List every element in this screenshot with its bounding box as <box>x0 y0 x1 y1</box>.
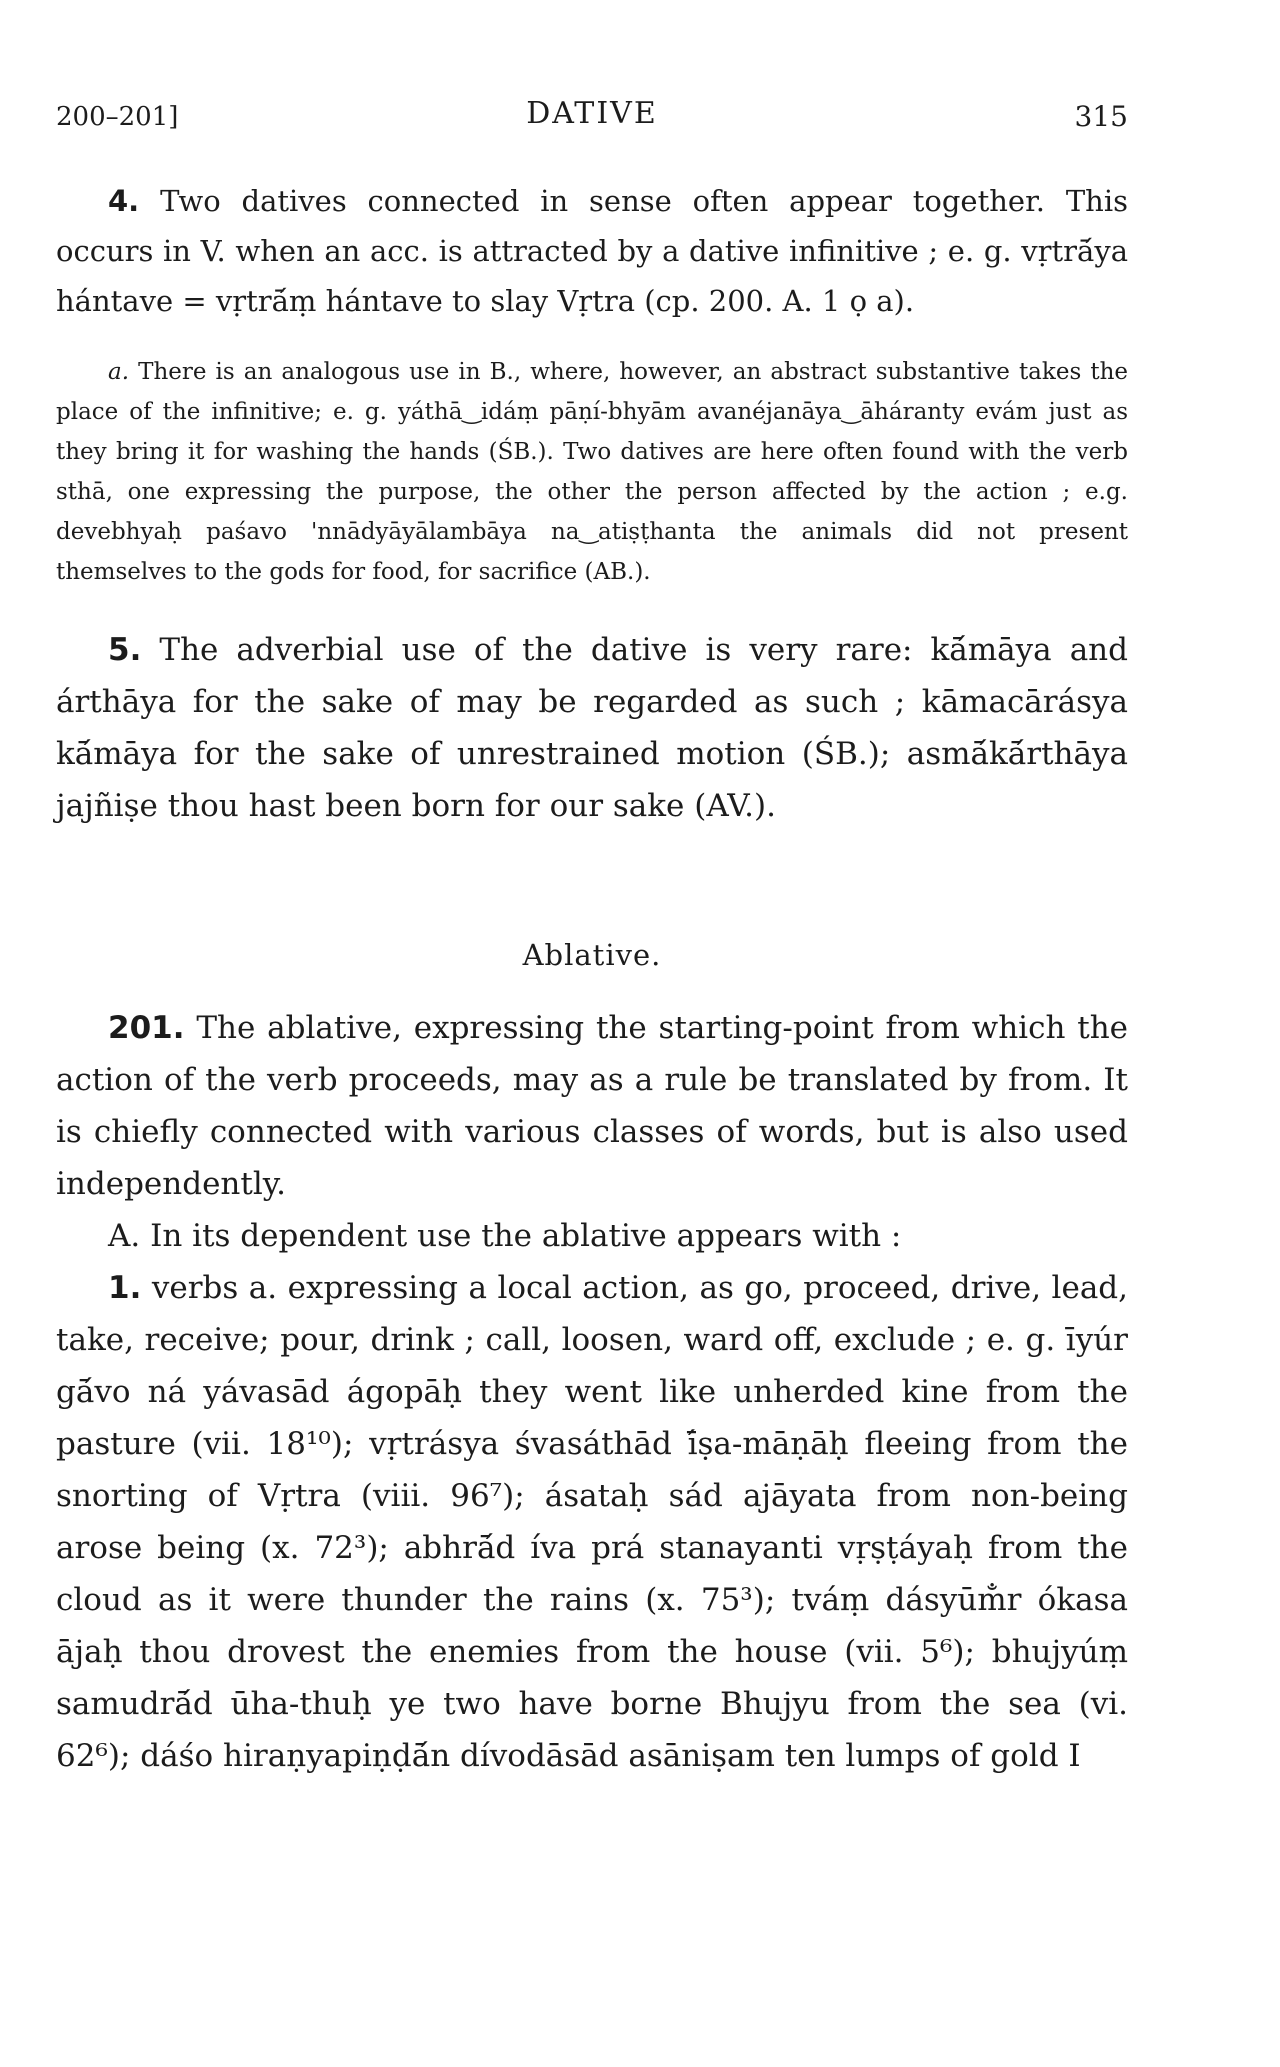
paragraph-text: Two datives connected in sense often appear together. This occurs in V. when an acc. is attracted by a dative infinitive ; e. g. vṛtrā́ya hántave = vṛtrā́ṃ hántave to slay Vṛtra (cp. 200. A. 1 ọ a). <box>56 184 1129 318</box>
paragraph-label: a. <box>108 359 130 385</box>
paragraph-4 <box>56 176 1128 326</box>
paragraph-number: 4. <box>108 184 140 218</box>
paragraph-201 <box>56 1002 1128 1210</box>
page-number: 315 <box>1074 100 1128 133</box>
page-title: DATIVE <box>526 96 658 131</box>
paragraph-4a <box>56 352 1128 592</box>
paragraph-text: The adverbial use of the dative is very rare: kā́māya and árthāya for the sake of may be regarded as such ; kāmacārásya kā́māya for the sake of unrestrained motion (ŚB.); asmā́kā́rthāya jajñiṣe thou hast been born for our sake (AV.). <box>56 632 1128 824</box>
section-heading: Ablative. <box>522 938 662 972</box>
page-body <box>56 176 1128 1782</box>
paragraph-5 <box>56 624 1128 832</box>
paragraph-1 <box>56 1262 1128 1782</box>
running-header <box>56 96 1128 136</box>
paragraph-text: In its dependent use the ablative appears with : <box>150 1218 902 1254</box>
paragraph-A <box>56 1210 1128 1262</box>
paragraph-number: 1. <box>108 1270 142 1306</box>
paragraph-text: The ablative, expressing the starting-point from which the action of the verb proceeds, may as a rule be translated by from. It is chiefly connected with various classes of words, but is also used independently. <box>56 1010 1129 1202</box>
paragraph-number: 5. <box>108 632 142 668</box>
paragraph-text: verbs a. expressing a local action, as go, proceed, drive, lead, take, receive; pour, drink ; call, loosen, ward off, exclude ; e. g. īyúr gā́vo ná yávasād ágopāḥ they went like unherded kine from the pasture (vii. 18¹⁰); vṛtrásya śvasáthād ī́ṣa-māṇāḥ fleeing from the snorting of Vṛtra (viii. 96⁷); ásataḥ sád ajāyata from non-being arose being (x. 72³); abhrā́d íva prá stanayanti vṛṣṭáyaḥ from the cloud as it were thunder the rains (x. 75³); tváṃ dásyūm̐r ókasa ājaḥ thou drovest the enemies from the house (vii. 5⁶); bhujyúṃ samudrā́d ūha-thuḥ ye two have borne Bhujyu from the sea (vi. 62⁶); dáśo hiraṇyapiṇḍā́n dívodāsād asāniṣam ten lumps of gold I <box>56 1270 1129 1774</box>
paragraph-text: There is an analogous use in B., where, however, an abstract substantive takes the place of the infinitive; e. g. yáthā‿idáṃ pāṇí-bhyām avanéjanāya‿āháranty evám just as they bring it for washing the hands (ŚB.). Two datives are here often found with the verb sthā, one expressing the purpose, the other the person affected by the action ; e.g. devebhyaḥ paśavo 'nnādyāyālambāya na‿atiṣṭhanta the animals did not present themselves to the gods for food, for sacrifice (AB.). <box>56 359 1128 585</box>
paragraph-label: A. <box>108 1218 141 1254</box>
section-range: 200–201] <box>56 102 179 132</box>
paragraph-number: 201. <box>108 1010 185 1046</box>
